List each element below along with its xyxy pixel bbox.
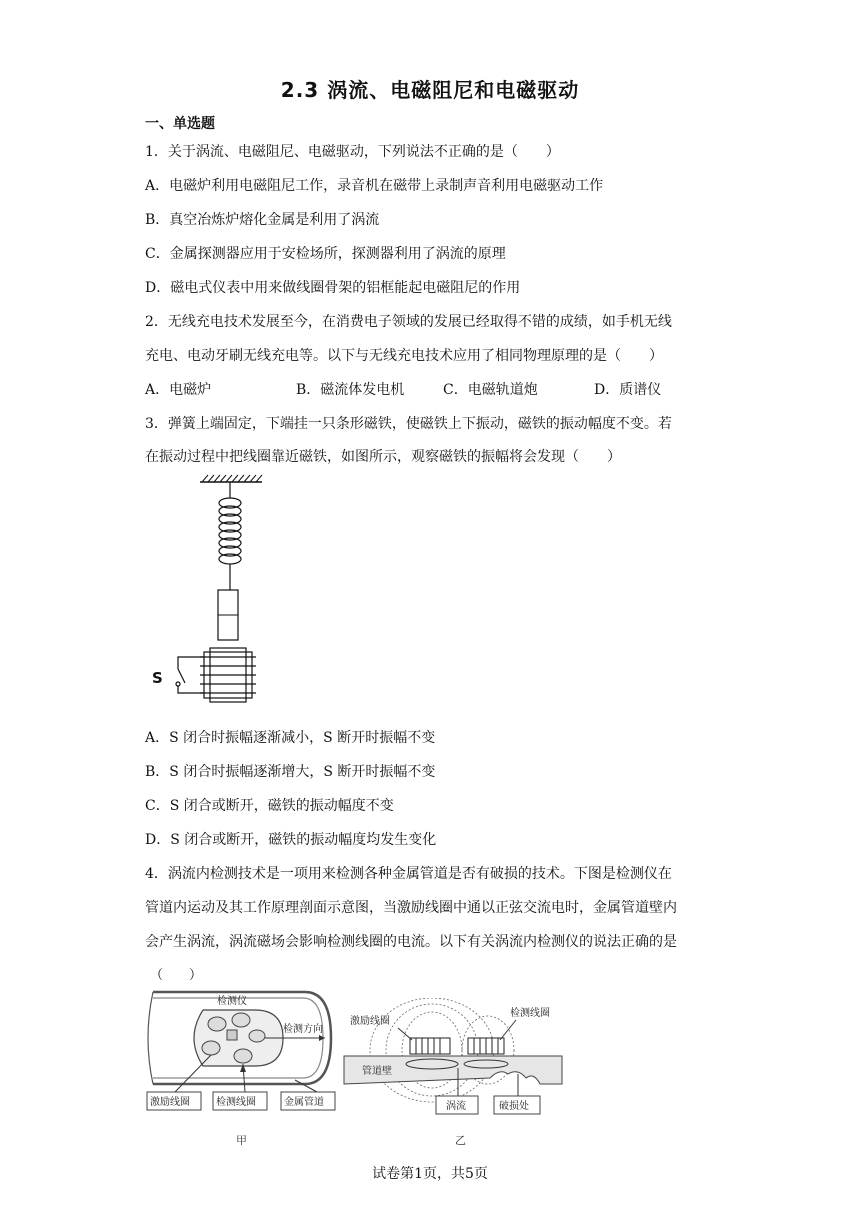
pipe-wall-label: 管道壁 — [362, 1066, 392, 1077]
pipe-inspection-figure-b — [340, 998, 570, 1118]
page-title: 2.3 涡流、电磁阻尼和电磁驱动 — [280, 78, 580, 102]
detect-coil-label: 检测线圈 — [216, 1097, 256, 1108]
page-footer: 试卷第1页，共5页 — [372, 1166, 488, 1182]
q1-option-d: D．磁电式仪表中用来做线圈骨架的铝框能起电磁阻尼的作用 — [145, 280, 521, 296]
spring — [219, 482, 241, 590]
q3-option-d: D．S 闭合或断开，磁铁的振动幅度均发生变化 — [145, 832, 437, 848]
q2-stem-line2: 充电、电动牙刷无线充电等。以下与无线充电技术应用了相同物理原理的是（ ） — [145, 348, 663, 364]
q1-stem: 1．关于涡流、电磁阻尼、电磁驱动，下列说法不正确的是（ ） — [145, 144, 560, 160]
q2-option-c: C．电磁轨道炮 — [443, 382, 538, 398]
q1-option-b: B．真空冶炼炉熔化金属是利用了涡流 — [145, 212, 380, 228]
q2-option-d: D．质谱仪 — [594, 382, 662, 398]
figure-b-caption: 乙 — [455, 1134, 466, 1147]
q4-stem-line1: 4．涡流内检测技术是一项用来检测各种金属管道是否有破损的技术。下图是检测仪在 — [145, 866, 672, 882]
q2-option-b: B．磁流体发电机 — [296, 382, 405, 398]
q3-option-b: B．S 闭合时振幅逐渐增大，S 断开时振幅不变 — [145, 764, 436, 780]
q3-stem-line1: 3．弹簧上端固定，下端挂一只条形磁铁，使磁铁上下振动，磁铁的振动幅度不变。若 — [145, 416, 672, 432]
q3-stem-line2: 在振动过程中把线圈靠近磁铁，如图所示，观察磁铁的振幅将会发现（ ） — [145, 449, 621, 465]
direction-label: 检测方向 — [283, 1024, 323, 1035]
eddy-label: 涡流 — [446, 1101, 466, 1112]
pipe-label: 金属管道 — [284, 1097, 324, 1108]
section-heading: 一、单选题 — [145, 116, 215, 132]
q2-stem-line1: 2．无线充电技术发展至今，在消费电子领域的发展已经取得不错的成绩，如手机无线 — [145, 314, 672, 330]
q1-option-a: A．电磁炉利用电磁阻尼工作，录音机在磁带上录制声音利用电磁驱动工作 — [145, 178, 604, 194]
figure-a-caption: 甲 — [236, 1134, 247, 1147]
detect-coil-label-b: 检测线圈 — [510, 1008, 550, 1019]
q1-option-c: C．金属探测器应用于安检场所，探测器利用了涡流的原理 — [145, 246, 506, 262]
q4-stem-line4: （ ） — [150, 968, 203, 983]
q2-option-a: A．电磁炉 — [145, 382, 212, 398]
instrument-label: 检测仪 — [217, 996, 247, 1007]
excite-coil-label: 激励线圈 — [150, 1097, 190, 1108]
q4-stem-line3: 会产生涡流，涡流磁场会影响检测线圈的电流。以下有关涡流内检测仪的说法正确的是 — [145, 934, 677, 950]
coil — [176, 648, 256, 702]
pipe-inspection-figure-a — [145, 988, 345, 1128]
q3-option-a: A．S 闭合时振幅逐渐减小，S 断开时振幅不变 — [145, 730, 436, 746]
switch-label: S — [152, 669, 163, 687]
q4-stem-line2: 管道内运动及其工作原理剖面示意图，当激励线圈中通以正弦交流电时，金属管道壁内 — [145, 900, 677, 916]
q3-option-c: C．S 闭合或断开，磁铁的振动幅度不变 — [145, 798, 394, 814]
spring-magnet-coil-figure — [140, 474, 280, 704]
excite-coil-label-b: 激励线圈 — [350, 1016, 390, 1027]
damage-label: 破损处 — [499, 1101, 529, 1112]
